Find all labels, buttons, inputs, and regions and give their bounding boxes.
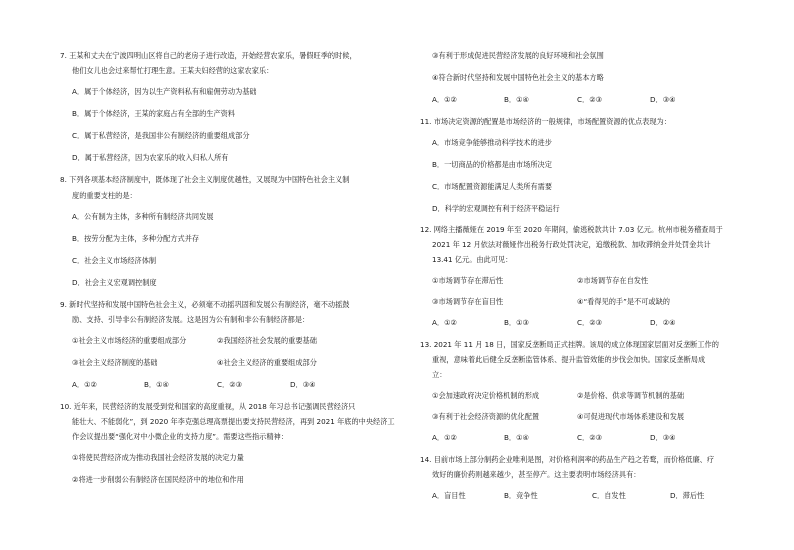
q9-item-3: ③社会主义经济制度的基础 bbox=[72, 358, 158, 367]
q10-stem-line2: 能壮大、不能弱化”，到 2020 年李克强总理高票提出要支持民营经济，再到 2021 年底的中央经济工 bbox=[72, 417, 395, 426]
q12-choice-d[interactable]: D．②④ bbox=[650, 318, 676, 327]
q12-stem-line2: 2021 年 12 月依法对薇娅作出税务行政处罚决定，追缴税款、加收滞纳金并处罚金共计 bbox=[432, 240, 711, 249]
q11-option-b[interactable]: B．一切商品的价格都是由市场所决定 bbox=[432, 160, 552, 169]
q7-stem-line1: 7. 王某和丈夫在宁波四明山区将自己的老房子进行改造，开始经营农家乐，暑假旺季的时候， bbox=[60, 51, 357, 60]
q9-choice-d[interactable]: D．③④ bbox=[290, 380, 316, 389]
q13-stem-line2: 重视，意味着此后健全反垄断监管体系、提升监管效能的步伐会加快。国家反垄断局成 bbox=[432, 355, 706, 364]
q11-option-d[interactable]: D．科学的宏观调控有利于经济平稳运行 bbox=[432, 204, 560, 213]
q14-choice-b[interactable]: B．竞争性 bbox=[504, 491, 538, 500]
q11-stem-line1: 11. 市场决定资源的配置是市场经济的一般规律，市场配置资源的优点表现为： bbox=[420, 117, 671, 126]
q13-choice-c[interactable]: C．②③ bbox=[577, 433, 603, 442]
q10-item-1: ①将使民营经济成为推动我国社会经济发展的决定力量 bbox=[72, 453, 244, 462]
q9-item-4: ④社会主义经济的重要组成部分 bbox=[217, 358, 317, 367]
q9-stem-line2: 励、支持、引导非公有制经济发展。这是因为公有制和非公有制经济都是： bbox=[72, 315, 310, 324]
q14-stem-line1: 14. 目前市场上部分制药企业唯利是图，对价格利润率的药品生产趋之若鹜，而价格低廉、疗 bbox=[420, 455, 715, 464]
q10-choice-b[interactable]: B．①④ bbox=[504, 95, 530, 104]
q8-stem-line2: 度的重要支柱的是： bbox=[72, 191, 137, 200]
q7-option-d[interactable]: D．属于私营经济，因为农家乐的收入归私人所有 bbox=[72, 153, 229, 162]
q10-stem-line3: 作会议提出要“强化对中小微企业的支持力度”。需要这些指示精神： bbox=[72, 432, 288, 441]
q8-option-c[interactable]: C．社会主义市场经济体制 bbox=[72, 256, 157, 265]
q12-item-3: ③市场调节存在盲目性 bbox=[432, 297, 504, 306]
q12-item-1: ①市场调节存在滞后性 bbox=[432, 276, 504, 285]
q10-choice-c[interactable]: C．②③ bbox=[577, 95, 603, 104]
q10-item-2: ②将进一步削弱公有制经济在国民经济中的地位和作用 bbox=[72, 475, 244, 484]
q8-stem-line1: 8. 下列各项基本经济制度中，既体现了社会主义制度优越性，又展现为中国特色社会主义制 bbox=[60, 175, 350, 184]
q10-item-4: ④符合新时代坚持和发展中国特色社会主义的基本方略 bbox=[432, 73, 604, 82]
q9-item-2: ②我国经济社会发展的重要基础 bbox=[217, 336, 317, 345]
q13-item-3: ③有利于社会经济资源的优化配置 bbox=[432, 412, 540, 421]
q11-option-a[interactable]: A．市场竞争能够推动科学技术的进步 bbox=[432, 138, 552, 147]
q9-stem-line1: 9. 新时代坚持和发展中国特色社会主义，必须毫不动摇巩固和发展公有制经济，毫不动摇鼓 bbox=[60, 300, 350, 309]
q12-stem-line1: 12. 网络主播薇娅在 2019 年至 2020 年期间，偷逃税款共计 7.03 亿元。杭州市税务稽查局于 bbox=[420, 225, 723, 234]
q9-item-1: ①社会主义市场经济的重要组成部分 bbox=[72, 336, 187, 345]
q8-option-d[interactable]: D．社会主义宏观调控制度 bbox=[72, 278, 157, 287]
q12-choice-c[interactable]: C．②③ bbox=[577, 318, 603, 327]
q14-stem-line2: 效好的廉价药则越来越少，甚至停产。这主要表明市场经济具有： bbox=[432, 470, 641, 479]
q12-item-2: ②市场调节存在自发性 bbox=[577, 276, 649, 285]
q13-stem-line1: 13. 2021 年 11 月 18 日，国家反垄断局正式挂牌。该局的成立体现国家层面对反垄断工作的 bbox=[420, 340, 719, 349]
q7-option-b[interactable]: B．属于个体经济，王某的家庭占有全部的生产资料 bbox=[72, 109, 236, 118]
q13-item-4: ④可促进现代市场体系建设和发展 bbox=[577, 412, 685, 421]
q13-item-1: ①会加速政府决定价格机制的形成 bbox=[432, 391, 540, 400]
q10-stem-line1: 10. 近年来，民营经济的发展受到党和国家的高度重视，从 2018 年习总书记强调民营经济只 bbox=[60, 402, 356, 411]
q13-item-2: ②是价格、供求等调节机制的基础 bbox=[577, 391, 685, 400]
q14-choice-c[interactable]: C．自发性 bbox=[592, 491, 626, 500]
q14-choice-d[interactable]: D．滞后性 bbox=[670, 491, 705, 500]
q13-stem-line3: 立： bbox=[432, 370, 447, 379]
q8-option-b[interactable]: B．按劳分配为主体，多种分配方式并存 bbox=[72, 234, 200, 243]
q14-choice-a[interactable]: A．盲目性 bbox=[432, 491, 466, 500]
q7-option-a[interactable]: A．属于个体经济，因为以生产资料私有和雇佣劳动为基础 bbox=[72, 87, 257, 96]
q12-choice-b[interactable]: B．①③ bbox=[504, 318, 530, 327]
q8-option-a[interactable]: A．公有制为主体，多种所有制经济共同发展 bbox=[72, 212, 214, 221]
q7-stem-line2: 他们女儿也会过来帮忙打理生意。王某夫妇经营的这家农家乐： bbox=[72, 66, 274, 75]
q9-choice-a[interactable]: A．①② bbox=[72, 380, 97, 389]
q9-choice-c[interactable]: C．②③ bbox=[217, 380, 243, 389]
q13-choice-b[interactable]: B．①④ bbox=[504, 433, 530, 442]
q10-choice-a[interactable]: A．①② bbox=[432, 95, 457, 104]
q9-choice-b[interactable]: B．①④ bbox=[144, 380, 170, 389]
q11-option-c[interactable]: C．市场配置资源能满足人类所有需要 bbox=[432, 182, 553, 191]
q7-option-c[interactable]: C．属于私营经济，是我国非公有制经济的重要组成部分 bbox=[72, 131, 250, 140]
q10-item-3: ③有利于形成促进民营经济发展的良好环境和社会氛围 bbox=[432, 51, 604, 60]
q12-stem-line3: 13.41 亿元。由此可见： bbox=[432, 255, 513, 264]
q13-choice-d[interactable]: D．③④ bbox=[650, 433, 676, 442]
q10-choice-d[interactable]: D．③④ bbox=[650, 95, 676, 104]
q13-choice-a[interactable]: A．①② bbox=[432, 433, 457, 442]
q12-choice-a[interactable]: A．①② bbox=[432, 318, 457, 327]
q12-item-4: ④“看得见的手”是不可或缺的 bbox=[577, 297, 670, 306]
